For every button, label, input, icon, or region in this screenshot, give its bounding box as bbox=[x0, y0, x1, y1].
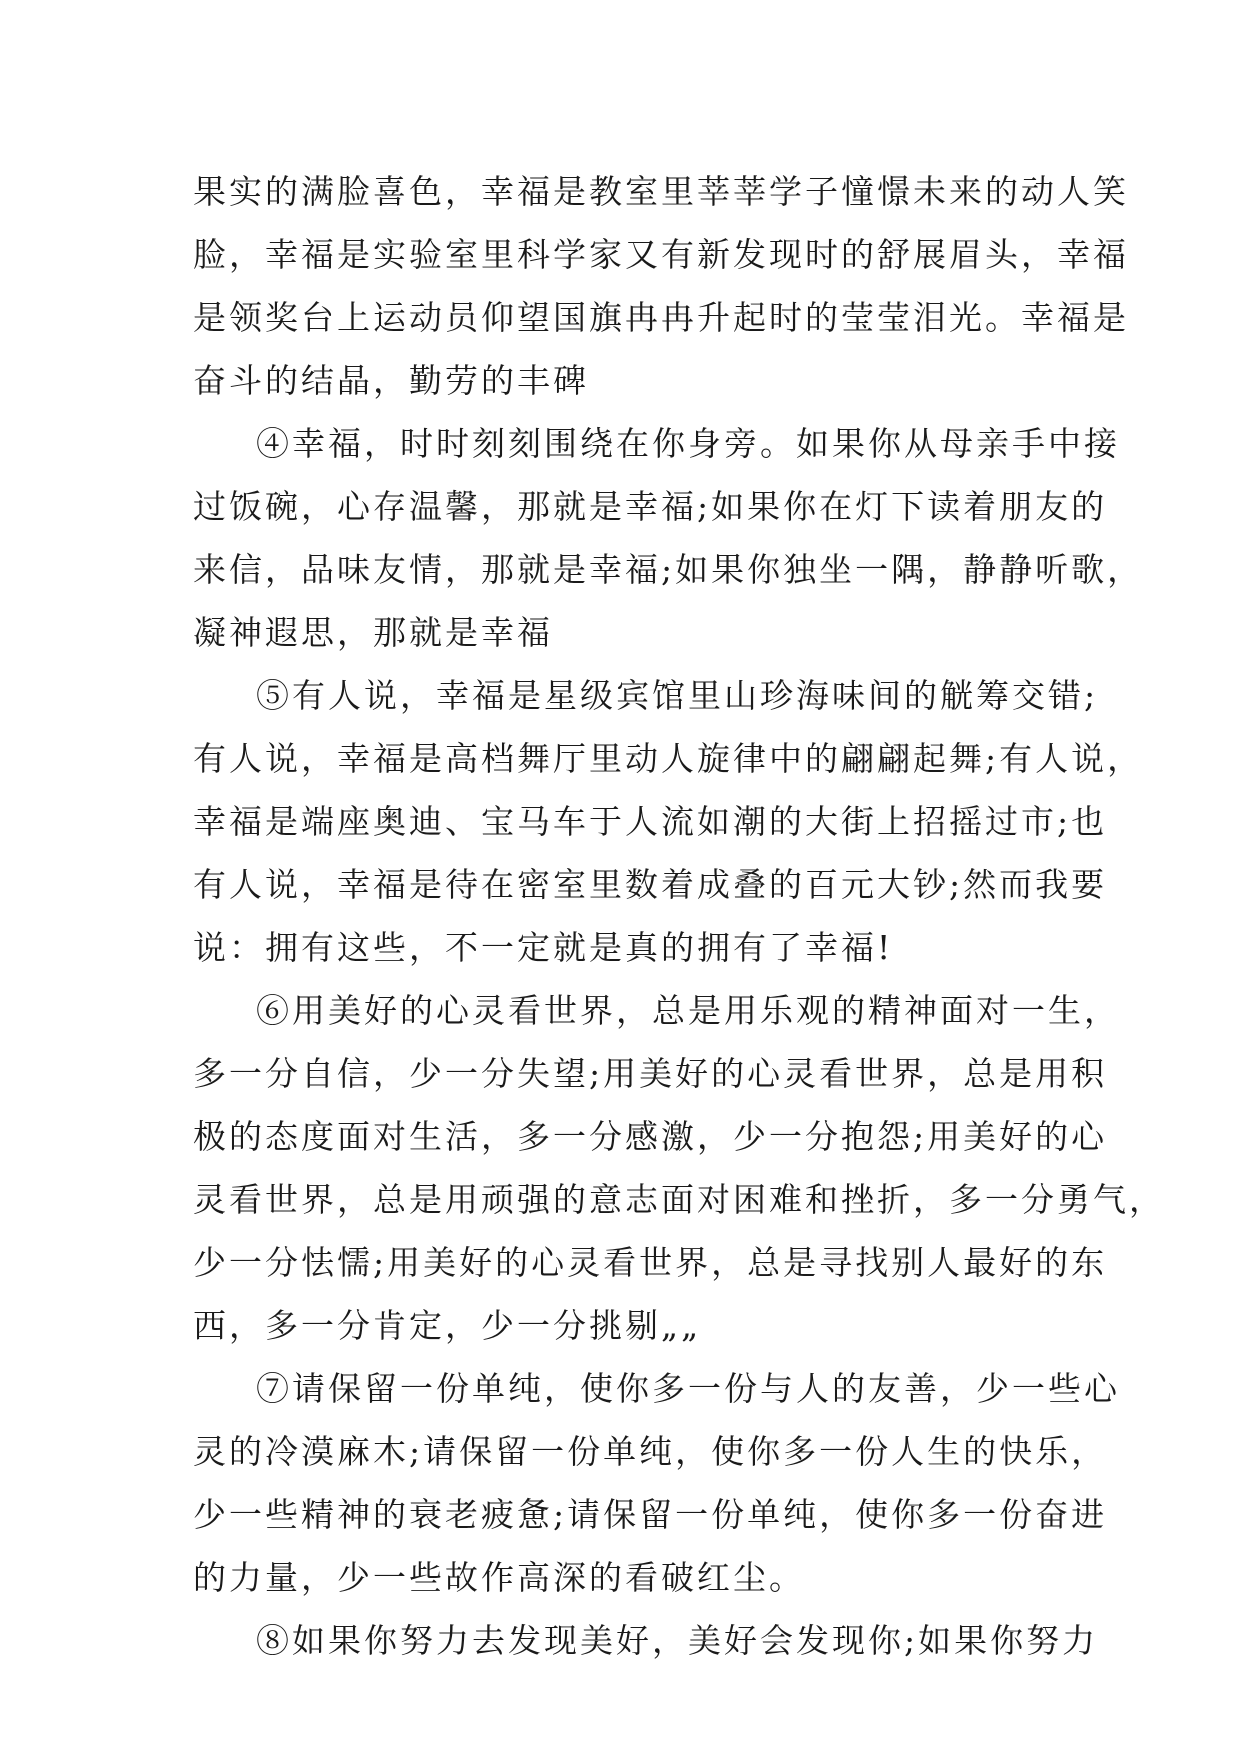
text-line: 有人说，幸福是高档舞厅里动人旋律中的翩翩起舞;有人说， bbox=[193, 739, 1144, 778]
text-line: 来信，品味友情，那就是幸福;如果你独坐一隅，静静听歌， bbox=[193, 550, 1144, 589]
text-line: 奋斗的结晶，勤劳的丰碑 bbox=[193, 361, 589, 400]
paragraph-first-line: ⑧如果你努力去发现美好，美好会发现你;如果你努力 bbox=[256, 1621, 1099, 1660]
paragraph-first-line: ⑥用美好的心灵看世界，总是用乐观的精神面对一生， bbox=[256, 991, 1120, 1030]
text-line: 凝神遐思，那就是幸福 bbox=[193, 613, 553, 652]
text-line: 脸，幸福是实验室里科学家又有新发现时的舒展眉头，幸福 bbox=[193, 235, 1129, 274]
text-line: 灵的冷漠麻木;请保留一份单纯，使你多一份人生的快乐， bbox=[193, 1432, 1108, 1471]
text-line: 果实的满脸喜色，幸福是教室里莘莘学子憧憬未来的动人笑 bbox=[193, 172, 1129, 211]
text-line: 的力量，少一些故作高深的看破红尘。 bbox=[193, 1558, 805, 1597]
text-line: 极的态度面对生活，多一分感激，少一分抱怨;用美好的心 bbox=[193, 1117, 1108, 1156]
text-line: 有人说，幸福是待在密室里数着成叠的百元大钞;然而我要 bbox=[193, 865, 1108, 904]
text-line: 是领奖台上运动员仰望国旗冉冉升起时的莹莹泪光。幸福是 bbox=[193, 298, 1129, 337]
text-line: 灵看世界，总是用顽强的意志面对困难和挫折，多一分勇气， bbox=[193, 1180, 1165, 1219]
document-page bbox=[193, 160, 1165, 1672]
paragraph-first-line: ⑦请保留一份单纯，使你多一份与人的友善，少一些心 bbox=[256, 1369, 1120, 1408]
text-line: 多一分自信，少一分失望;用美好的心灵看世界，总是用积 bbox=[193, 1054, 1108, 1093]
text-line: 说：拥有这些，不一定就是真的拥有了幸福! bbox=[193, 928, 894, 967]
text-line: 少一分怯懦;用美好的心灵看世界，总是寻找别人最好的东 bbox=[193, 1243, 1108, 1282]
paragraph-first-line: ④幸福，时时刻刻围绕在你身旁。如果你从母亲手中接 bbox=[256, 424, 1120, 463]
text-line: 西，多一分肯定，少一分挑剔„„ bbox=[193, 1306, 702, 1345]
paragraph-first-line: ⑤有人说，幸福是星级宾馆里山珍海味间的觥筹交错; bbox=[256, 676, 1099, 715]
text-line: 少一些精神的衰老疲惫;请保留一份单纯，使你多一份奋进 bbox=[193, 1495, 1108, 1534]
text-line: 幸福是端座奥迪、宝马车于人流如潮的大街上招摇过市;也 bbox=[193, 802, 1108, 841]
text-line: 过饭碗，心存温馨，那就是幸福;如果你在灯下读着朋友的 bbox=[193, 487, 1108, 526]
